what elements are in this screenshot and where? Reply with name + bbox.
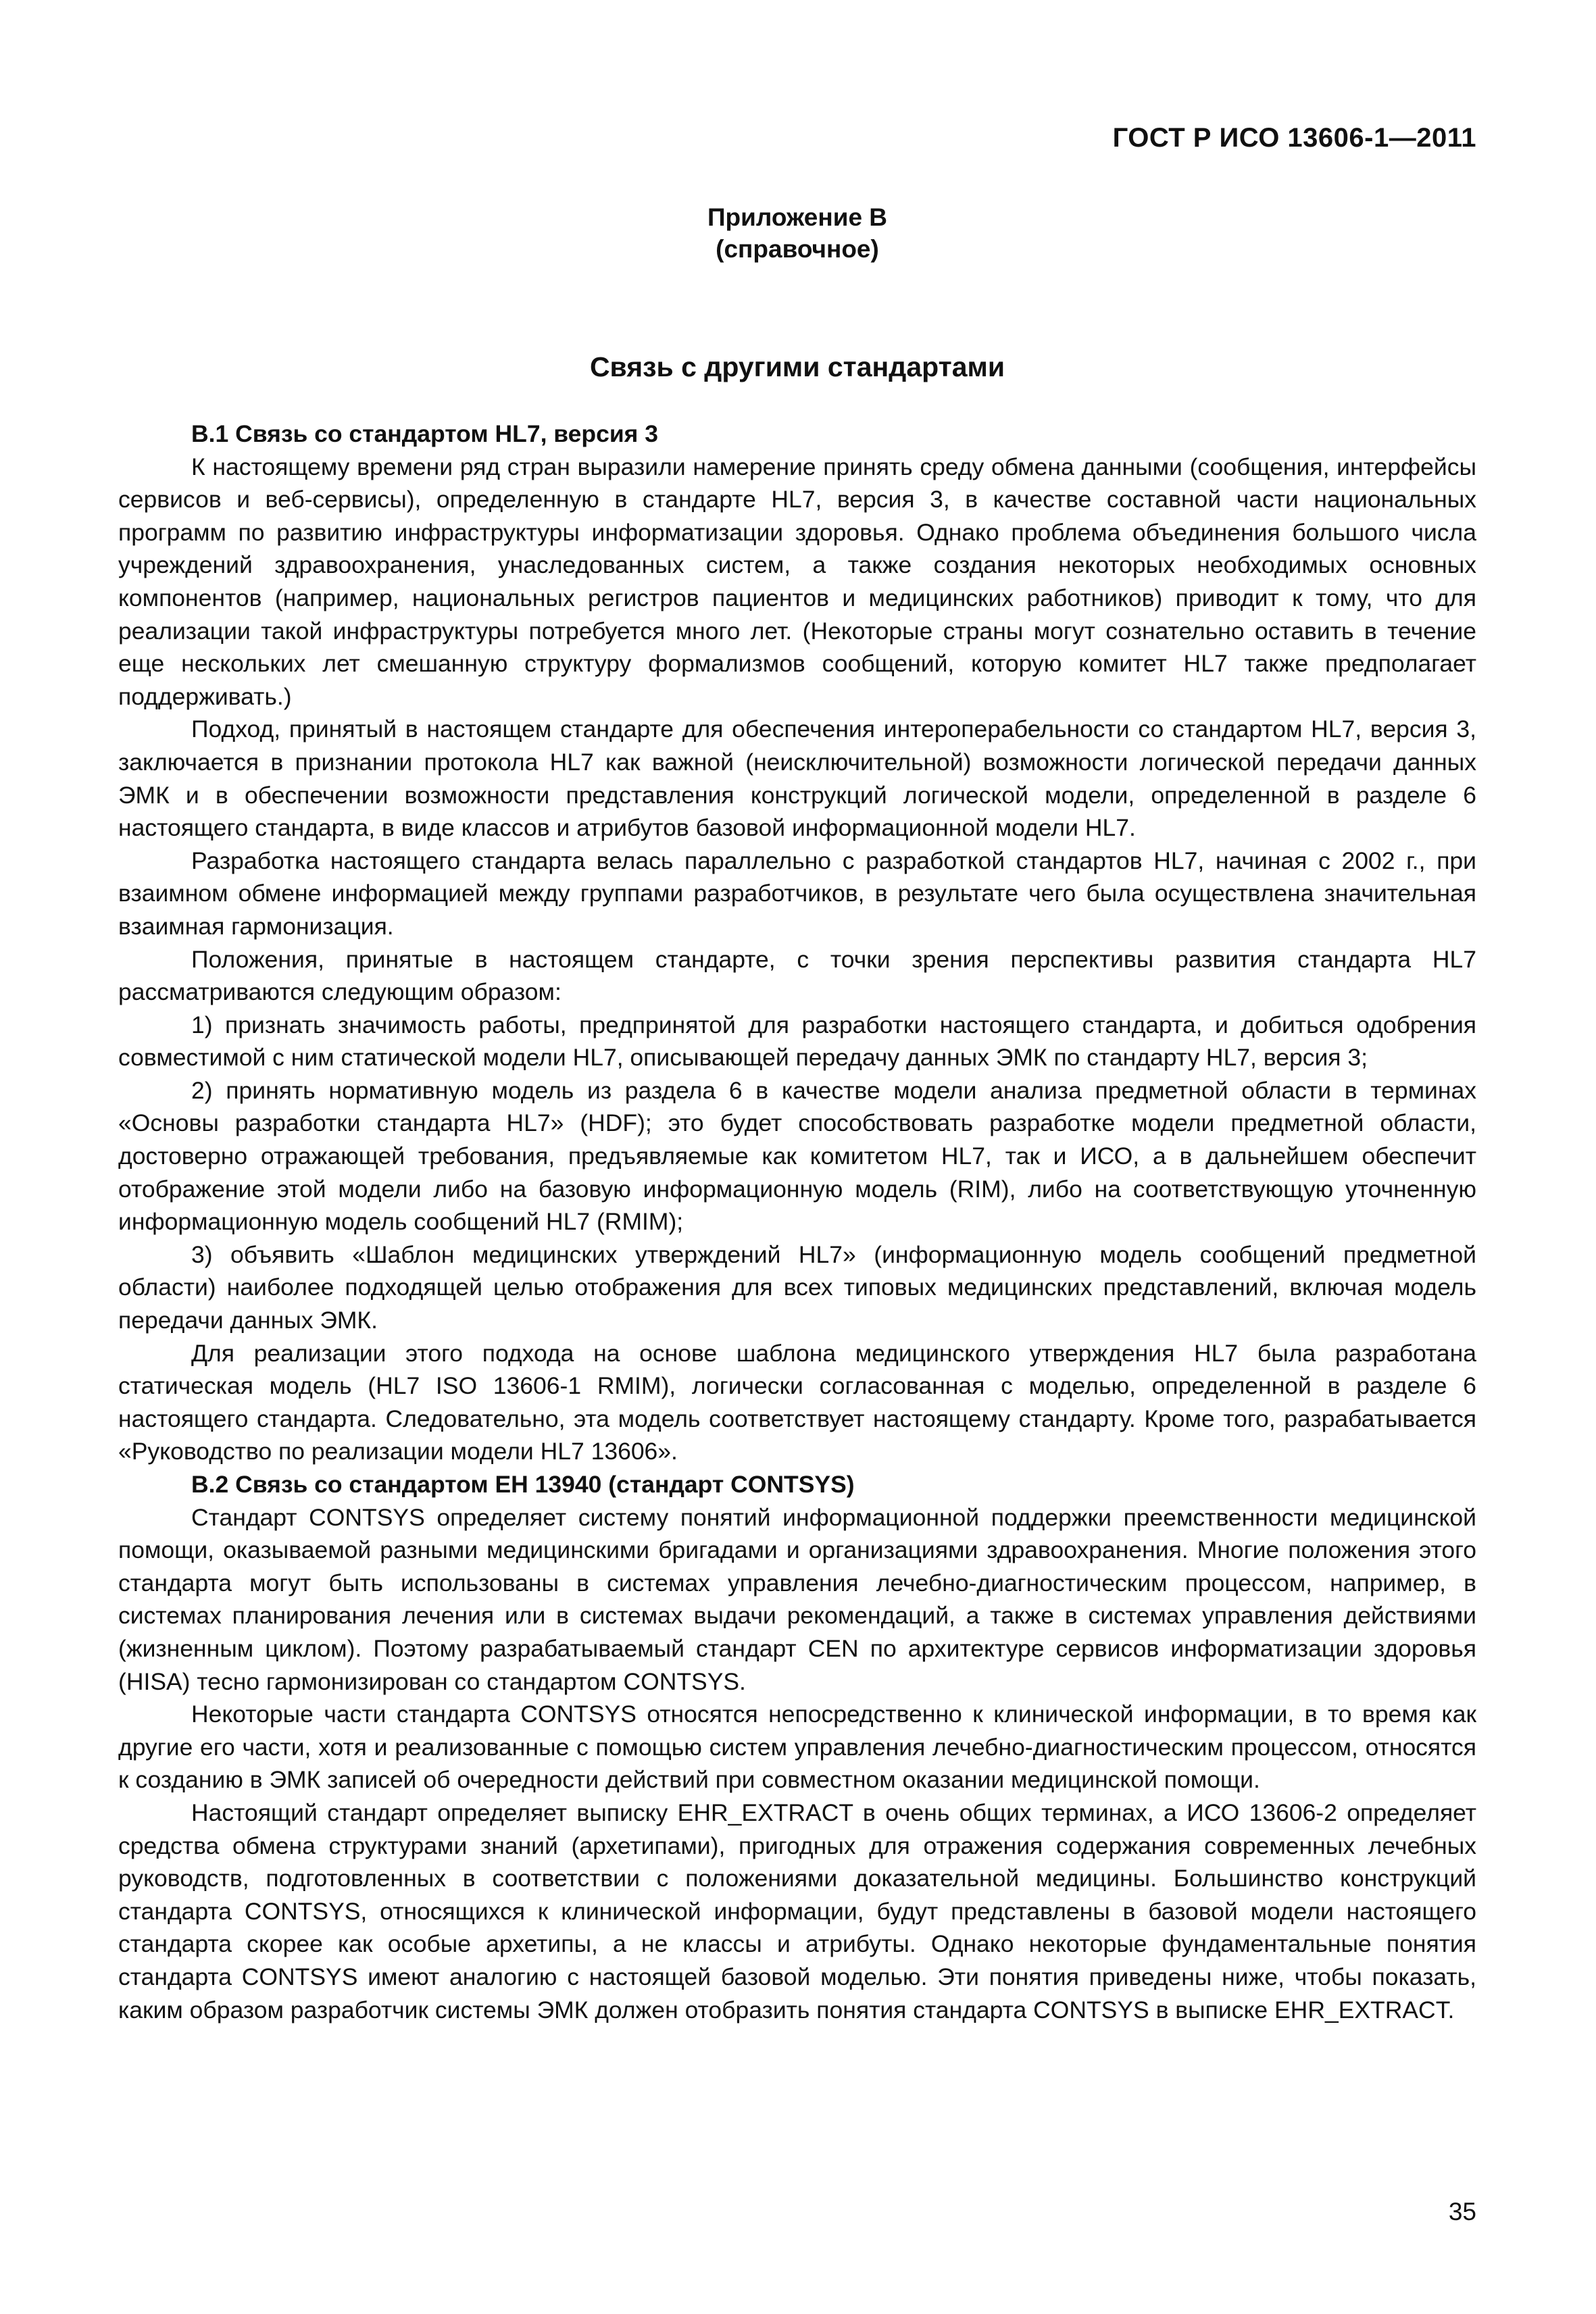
section-title: Связь с другими стандартами [589, 351, 1005, 382]
paragraph: Подход, принятый в настоящем стандарте для обеспечения интероперабельности со стандартом HL7, версия 3, заключается в признании протокола HL7 как важной (неисключительной) возможности логической передачи данных ЭМК и в обеспечении возможности представления конструкций логической модели, определенной в разделе 6 настоящего стандарта, в виде классов и атрибутов базовой информационной модели HL7. [118, 715, 1476, 842]
paragraph: Для реализации этого подхода на основе шаблона медицинского утверждения HL7 была разработана статическая модель (HL7 ISO 13606-1 RMIM), логически согласованная с моделью, определенной в разделе 6 настоящего стандарта. Следовательно, эта модель соответствует настоящему стандарту. Кроме того, разрабатывается «Руководство по реализации модели HL7 13606». [118, 1339, 1476, 1465]
standard-code: ГОСТ Р ИСО 13606-1—2011 [1112, 123, 1476, 153]
paragraph: Положения, принятые в настоящем стандарте, с точки зрения перспективы развития стандарта HL7 рассматриваются следующим образом: [118, 945, 1476, 1006]
section-b1-heading: В.1 Связь со стандартом HL7, версия 3 [191, 420, 658, 447]
appendix-subtitle: (справочное) [716, 235, 879, 263]
paragraph: Стандарт CONTSYS определяет систему понятий информационной поддержки преемственности медицинской помощи, оказываемой разными медицинскими бригадами и организациями здравоохранения. Многие положения этого стандарта могут быть использованы в системах управления лечебно-диагностическим процессом, например, в системах планирования лечения или в системах выдачи рекомендаций, а также в системах управления действиями (жизненным циклом). Поэтому разрабатываемый стандарт CEN по архитектуре сервисов информатизации здоровья (HISA) тесно гармонизирован со стандартом CONTSYS. [118, 1503, 1476, 1695]
section-b2-heading: В.2 Связь со стандартом ЕН 13940 (стандарт CONTSYS) [191, 1471, 855, 1498]
list-item: 3) объявить «Шаблон медицинских утверждений HL7» (информационную модель сообщений предметной области) наиболее подходящей целью отображения для всех типовых медицинских представлений, включая модель передачи данных ЭМК. [118, 1240, 1476, 1334]
paragraph: К настоящему времени ряд стран выразили намерение принять среду обмена данными (сообщения, интерфейсы сервисов и веб-сервисы), определенную в стандарте HL7, версия 3, в качестве составной части национальных программ по развитию инфраструктуры информатизации здоровья. Однако проблема объединения большого числа учреждений здравоохранения, унаследованных систем, а также создания некоторых необходимых основных компонентов (например, национальных регистров пациентов и медицинских работников) приводит к тому, что для реализации такой инфраструктуры потребуется много лет. (Некоторые страны могут сознательно оставить в течение еще нескольких лет смешанную структуру формализмов сообщений, которую комитет HL7 также предполагает поддерживать.) [118, 453, 1476, 710]
document-page [118, 0, 1476, 2314]
paragraph: Некоторые части стандарта CONTSYS относятся непосредственно к клинической информации, в то время как другие его части, хотя и реализованные с помощью систем управления лечебно-диагностическим процессом, относятся к созданию в ЭМК записей об очередности действий при совместном оказании медицинской помощи. [118, 1701, 1476, 1794]
paragraph: Настоящий стандарт определяет выписку EHR_EXTRACT в очень общих терминах, а ИСО 13606-2 определяет средства обмена структурами знаний (архетипами), пригодных для отражения содержания современных лечебных руководств, подготовленных в соответствии с положениями доказательной медицины. Большинство конструкций стандарта CONTSYS, относящихся к клинической информации, будут представлены в базовой модели настоящего стандарта скорее как особые архетипы, а не классы и атрибуты. Однако некоторые фундаментальные понятия стандарта CONTSYS имеют аналогию с настоящей базовой моделью. Эти понятия приведены ниже, чтобы показать, каким образом разработчик системы ЭМК должен отобразить понятия стандарта CONTSYS в выписке EHR_EXTRACT. [118, 1799, 1476, 2023]
list-item: 1) признать значимость работы, предпринятой для разработки настоящего стандарта, и добиться одобрения совместимой с ним статической модели HL7, описывающей передачу данных ЭМК по стандарту HL7, версия 3; [118, 1011, 1476, 1072]
appendix-heading [118, 201, 1476, 265]
list-item: 2) принять нормативную модель из раздела 6 в качестве модели анализа предметной области в терминах «Основы разработки стандарта HL7» (HDF); это будет способствовать разработке модели предметной области, достоверно отражающей требования, предъявляемые как комитетом HL7, так и ИСО, а в дальнейшем обеспечит отображение этой модели либо на базовую информационную модель (RIM), либо на соответствующую уточненную информационную модель сообщений HL7 (RMIM); [118, 1076, 1476, 1236]
document-body [118, 418, 1476, 2026]
page-number: 35 [1448, 2198, 1476, 2225]
paragraph: Разработка настоящего стандарта велась параллельно с разработкой стандартов HL7, начиная с 2002 г., при взаимном обмене информацией между группами разработчиков, в результате чего была осуществлена значительная взаимная гармонизация. [118, 847, 1476, 940]
appendix-title: Приложение В [707, 203, 888, 231]
